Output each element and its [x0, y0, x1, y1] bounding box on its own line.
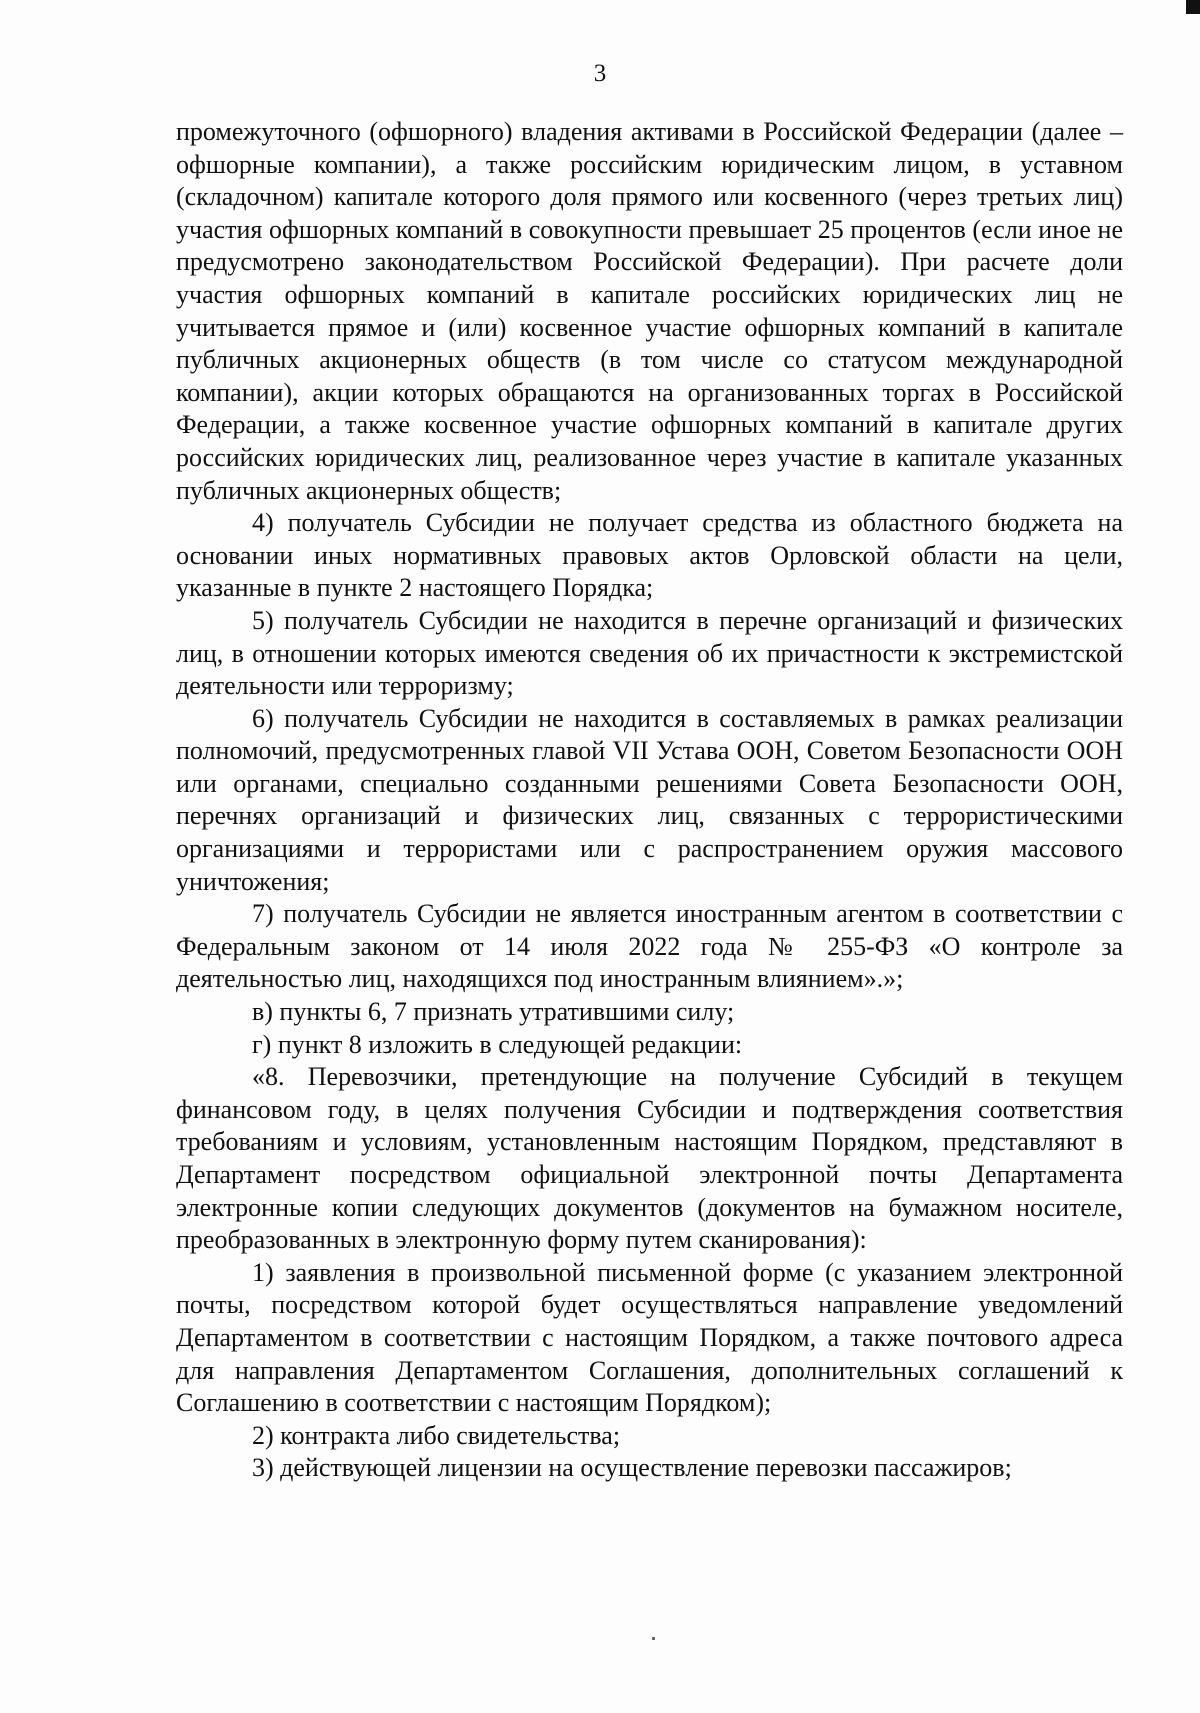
paragraph-item-5: 5) получатель Субсидии не находится в перечне организаций и физических лиц, в отношении которых имеются сведения об их причастности к экстремистской деятельности или терроризму; — [176, 605, 1123, 701]
paragraph-subitem-v: в) пункты 6, 7 признать утратившими силу; — [252, 997, 735, 1027]
paragraph-subitem-g: г) пункт 8 изложить в следующей редакции: — [252, 1029, 743, 1059]
paragraph-clause-8: «8. Перевозчики, претендующие на получение Субсидий в текущем финансовом году, в целях получения Субсидии и подтверждения соответствия требованиям и условиям, установленным настоящим Порядком, представляют в Департамент посредством официальной электронной почты Департамента электронные копии следующих документов (документов на бумажном носителе, преобразованных в электронную форму путем сканирования): — [176, 1062, 1123, 1255]
scan-corner-mark — [1186, 0, 1200, 14]
paragraph-item-7: 7) получатель Субсидии не является иностранным агентом в соответствии с Федеральным законом от 14 июля 2022 года № 255-ФЗ «О контроле за деятельностью лиц, находящихся под иностранным влиянием».»; — [176, 899, 1123, 994]
scan-speck — [652, 1637, 655, 1640]
page-number: 3 — [593, 60, 607, 87]
paragraph-doc-item-1: 1) заявления в произвольной письменной форме (с указанием электронной почты, посредством которой будет осуществляться направление уведомлений Департаментом в соответствии с настоящим Порядком, а также почтового адреса для направления Департаментом Соглашения, дополнительных соглашений к Соглашению в соответствии с настоящим Порядком); — [176, 1257, 1123, 1418]
paragraph-continuation: промежуточного (офшорного) владения активами в Российской Федерации (далее – офшорные компании), а также российским юридическим лицом, в уставном (складочном) капитале которого доля прямого или косвенного (через третьих лиц) участия офшорных компаний в совокупности превышает 25 процентов (если иное не предусмотрено законодательством Российской Федерации). При расчете доли участия офшорных компаний в капитале российских юридических лиц не учитывается прямое и (или) косвенное участие офшорных компаний в капитале публичных акционерных обществ (в том числе со статусом международной компании), акции которых обращаются на организованных торгах в Российской Федерации, а также косвенное участие офшорных компаний в капитале других российских юридических лиц, реализованное через участие в капитале указанных публичных акционерных обществ; — [176, 117, 1123, 505]
paragraph-item-6: 6) получатель Субсидии не находится в составляемых в рамках реализации полномочий, предусмотренных главой VII Устава ООН, Советом Безопасности ООН или органами, специально созданными решениями Совета Безопасности ООН, перечнях организаций и физических лиц, связанных с террористическими организациями и террористами или с распространением оружия массового уничтожения; — [176, 703, 1123, 896]
paragraph-item-4: 4) получатель Субсидии не получает средства из областного бюджета на основании иных нормативных правовых актов Орловской области на цели, указанные в пункте 2 настоящего Порядка; — [176, 508, 1123, 603]
paragraph-doc-item-2: 2) контракта либо свидетельства; — [252, 1420, 621, 1450]
document-body — [176, 116, 1123, 1485]
paragraph-doc-item-3: 3) действующей лицензии на осуществление перевозки пассажиров; — [252, 1453, 1012, 1483]
